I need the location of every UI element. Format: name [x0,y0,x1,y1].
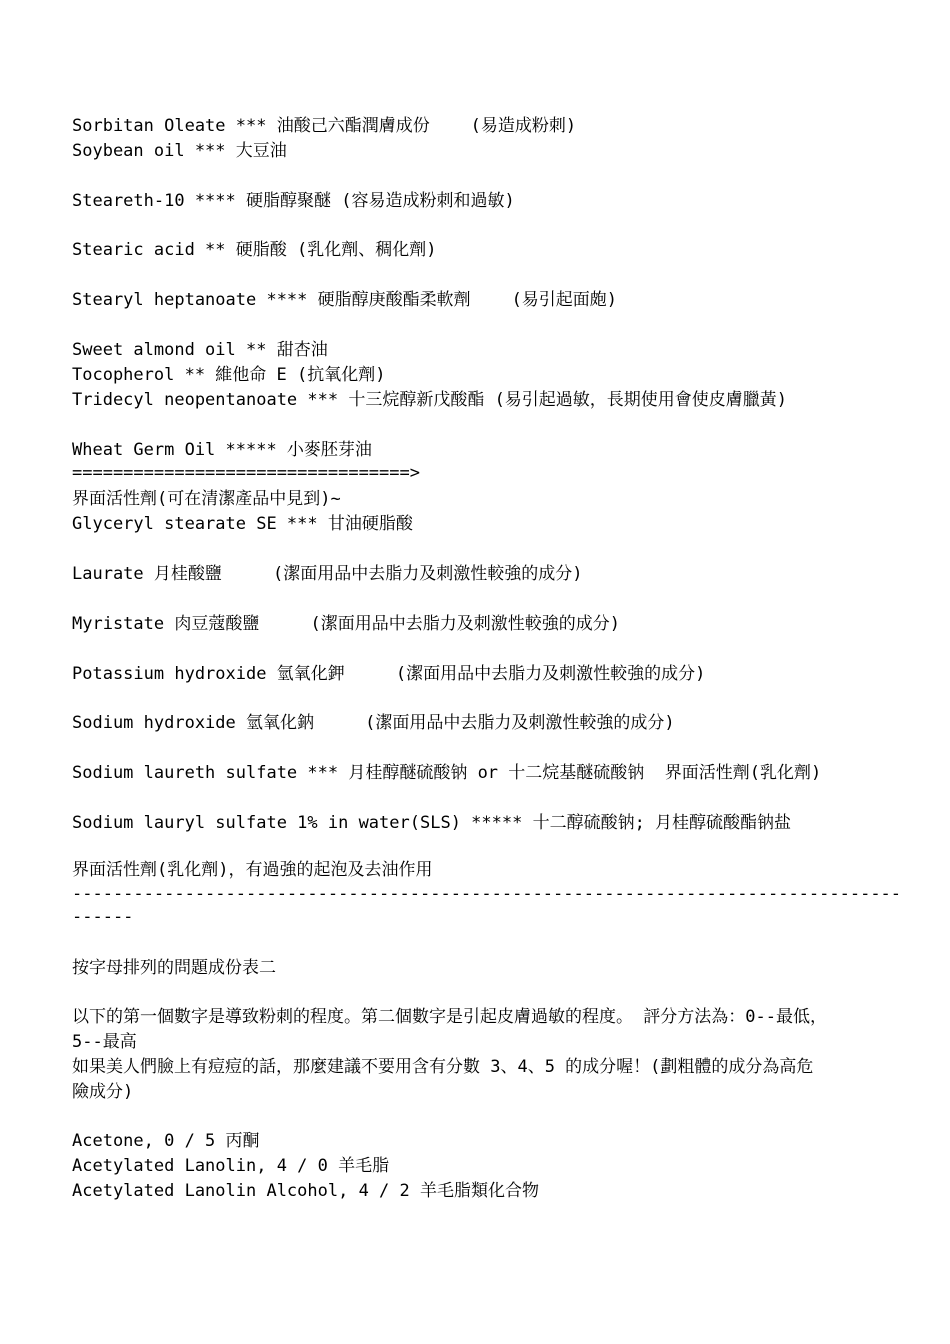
surfactant-note: 界面活性劑(乳化劑)，有過強的起泡及去油作用 [72,860,433,880]
rating-explanation-continued: 5--最高 [72,1032,137,1052]
ingredient-acetylated-lanolin: Acetylated Lanolin, 4 / 0 羊毛脂 [72,1156,390,1176]
ingredient-laurate: Laurate 月桂酸鹽 (潔面用品中去脂力及刺激性較強的成分) [72,564,583,584]
dash-divider: --------------------------------------------------------------------------------- [72,884,902,904]
acne-advice: 如果美人們臉上有痘痘的話，那麼建議不要用含有分數 3、4、5 的成分喔！(劃粗體的成分為高危 [72,1057,814,1077]
section-heading-surfactants: 界面活性劑(可在清潔產品中見到)~ [72,489,341,509]
dash-divider-continued: ------ [72,907,134,927]
ingredient-glyceryl-stearate: Glyceryl stearate SE *** 甘油硬脂酸 [72,514,413,534]
ingredient-myristate: Myristate 肉豆蔻酸鹽 (潔面用品中去脂力及刺激性較強的成分) [72,614,620,634]
ingredient-soybean-oil: Soybean oil *** 大豆油 [72,141,287,161]
section-title-table-two: 按字母排列的問題成份表二 [72,958,276,978]
ingredient-sweet-almond-oil: Sweet almond oil ** 甜杏油 [72,340,328,360]
ingredient-stearic-acid: Stearic acid ** 硬脂酸 (乳化劑、稠化劑) [72,240,437,260]
ingredient-acetylated-lanolin-alcohol: Acetylated Lanolin Alcohol, 4 / 2 羊毛脂類化合物 [72,1181,539,1201]
ingredient-sodium-lauryl-sulfate: Sodium lauryl sulfate 1% in water(SLS) ***** 十二醇硫酸钠; 月桂醇硫酸酯钠盐 [72,813,792,833]
ingredient-tocopherol: Tocopherol ** 維他命 E (抗氧化劑) [72,365,386,385]
ingredient-potassium-hydroxide: Potassium hydroxide 氫氧化鉀 (潔面用品中去脂力及刺激性較強的成分) [72,664,706,684]
rating-explanation: 以下的第一個數字是導致粉刺的程度。第二個數字是引起皮膚過敏的程度。 評分方法為：0--最低， [72,1007,827,1027]
ingredient-wheat-germ-oil: Wheat Germ Oil ***** 小麥胚芽油 [72,440,372,460]
ingredient-stearyl-heptanoate: Stearyl heptanoate **** 硬脂醇庚酸酯柔軟劑 (易引起面皰) [72,290,618,310]
ingredient-acetone: Acetone, 0 / 5 丙酮 [72,1131,260,1151]
ingredient-sorbitan-oleate: Sorbitan Oleate *** 油酸己六酯潤膚成份 (易造成粉刺) [72,116,577,136]
ingredient-sodium-laureth-sulfate: Sodium laureth sulfate *** 月桂醇醚硫酸钠 or 十二烷基醚硫酸钠 界面活性劑(乳化劑) [72,763,822,783]
acne-advice-continued: 險成分) [72,1082,134,1102]
arrow-divider: =================================> [72,463,420,483]
ingredient-sodium-hydroxide: Sodium hydroxide 氫氧化鈉 (潔面用品中去脂力及刺激性較強的成分) [72,713,675,733]
ingredient-steareth-10: Steareth-10 **** 硬脂醇聚醚 (容易造成粉刺和過敏) [72,191,515,211]
ingredient-tridecyl-neopentanoate: Tridecyl neopentanoate *** 十三烷醇新戊酸酯 (易引起過敏，長期使用會使皮膚臘黃) [72,390,788,410]
